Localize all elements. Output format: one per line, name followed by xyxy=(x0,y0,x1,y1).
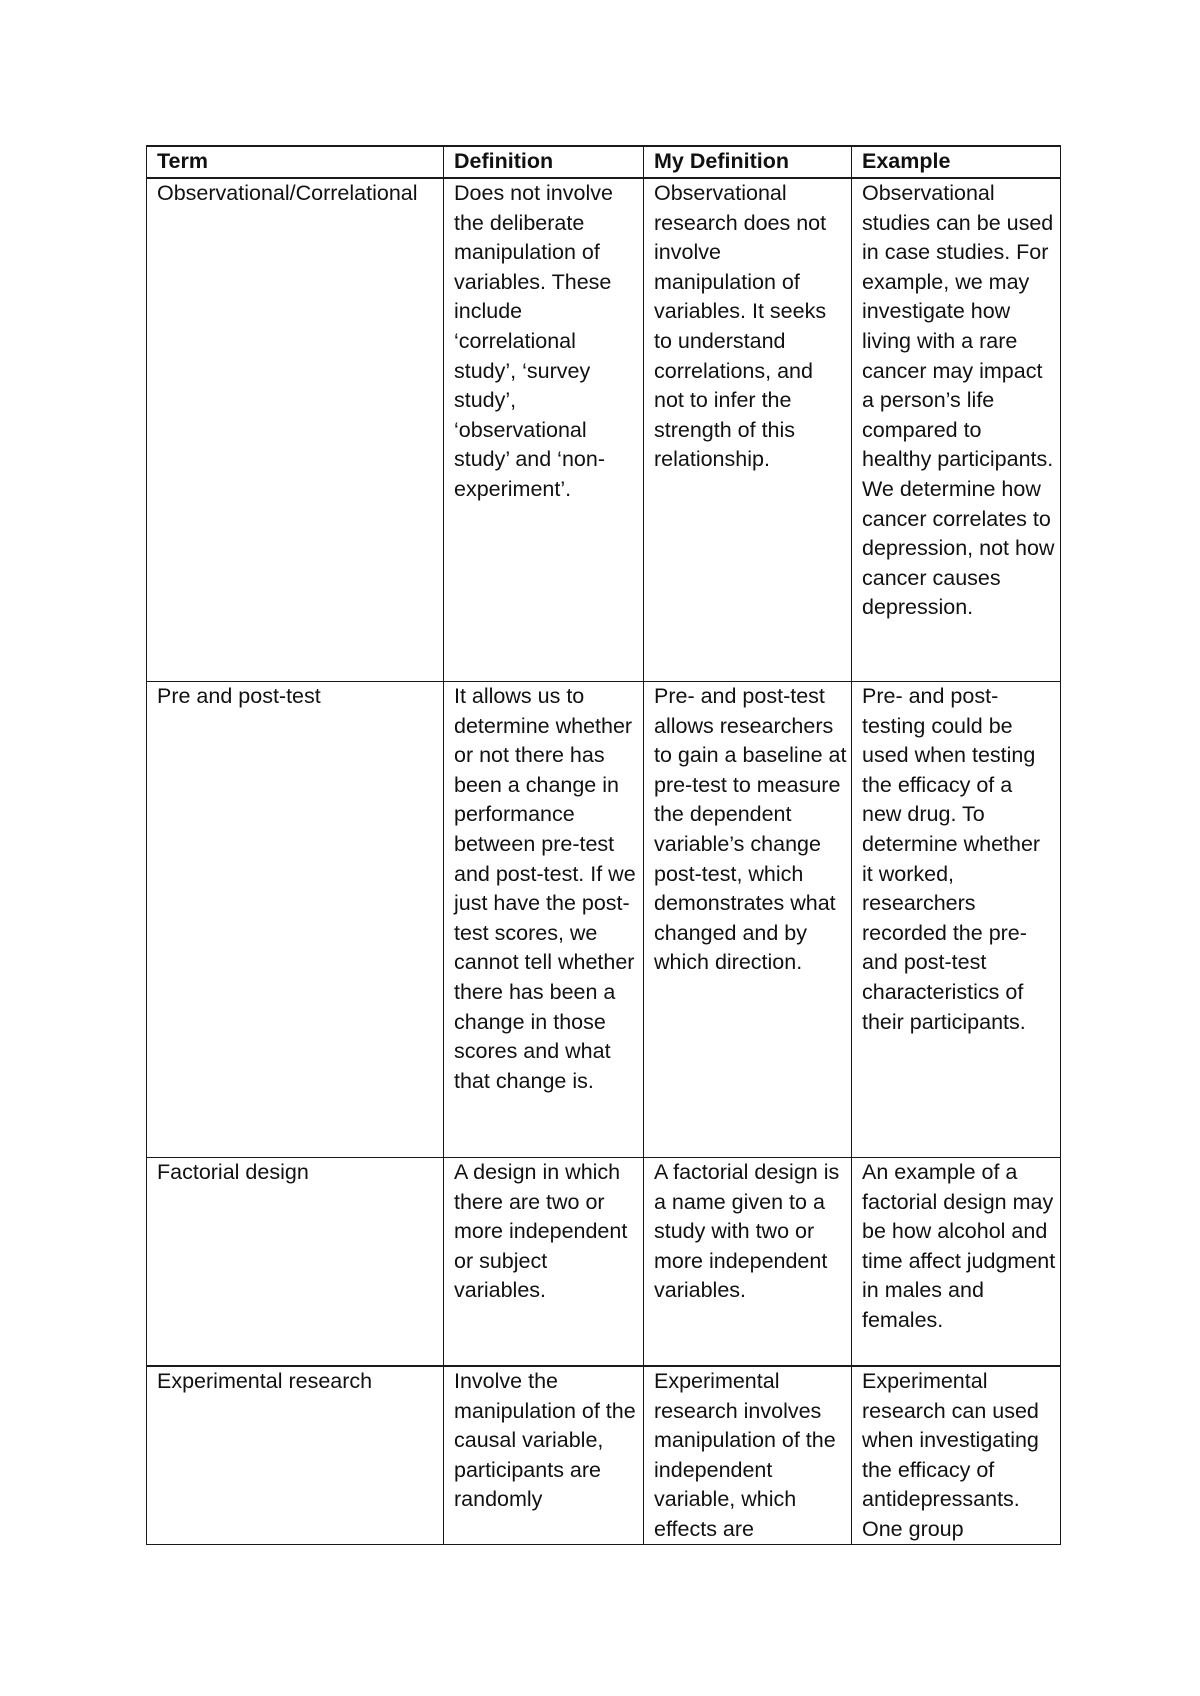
term-cell xyxy=(147,1366,444,1545)
definition-text: Involve the manipulation of the causal variable, participants are randomly xyxy=(454,1369,636,1512)
my-definition-cell: Observational research does not involve manipulation of variables. It seeks to understand correlations, and not to infer the strength of this relationship. xyxy=(644,178,852,682)
definition-cell: A design in which there are two or more independent or subject variables. xyxy=(444,1158,644,1367)
definition-cell: It allows us to determine whether or not there has been a change in performance between pre-test and post-test. If we just have the post-test scores, we cannot tell whether there has been a change in those scores and what that change is. xyxy=(444,682,644,1158)
my-definition-cell xyxy=(644,1366,852,1545)
my-definition-cell: Pre- and post-test allows researchers to gain a baseline at pre-test to measure the dependent variable’s change post-test, which demonstrates what changed and by which direction. xyxy=(644,682,852,1158)
example-cell: Pre- and post-testing could be used when testing the efficacy of a new drug. To determine whether it worked, researchers recorded the pre- and post-test characteristics of their participants. xyxy=(852,682,1061,1158)
example-cell: Observational studies can be used in case studies. For example, we may investigate how living with a rare cancer may impact a person’s life compared to healthy participants. We determine how cancer correlates to depression, not how cancer causes depression. xyxy=(852,178,1061,682)
term-text: Experimental research xyxy=(157,1369,373,1393)
header-my-definition: My Definition xyxy=(644,146,852,178)
example-cell xyxy=(852,1366,1061,1545)
terms-table xyxy=(146,145,1061,1545)
table-header-row xyxy=(147,146,1061,178)
term-cell: Observational/Correlational xyxy=(147,178,444,682)
example-cell: An example of a factorial design may be how alcohol and time affect judgment in males and females. xyxy=(852,1158,1061,1367)
table-row xyxy=(147,1366,1061,1545)
definition-cell xyxy=(444,1366,644,1545)
header-example: Example xyxy=(852,146,1061,178)
header-term: Term xyxy=(147,146,444,178)
term-cell: Pre and post-test xyxy=(147,682,444,1158)
example-text: Experimental research can used when investigating the efficacy of antidepressants. One group xyxy=(862,1369,1039,1541)
table-row xyxy=(147,682,1061,1158)
my-definition-cell: A factorial design is a name given to a study with two or more independent variables. xyxy=(644,1158,852,1367)
term-cell: Factorial design xyxy=(147,1158,444,1367)
header-definition: Definition xyxy=(444,146,644,178)
table-row xyxy=(147,1158,1061,1367)
definition-cell: Does not involve the deliberate manipulation of variables. These include ‘correlational study’, ‘survey study’, ‘observational study’ and ‘non-experiment’. xyxy=(444,178,644,682)
table-row xyxy=(147,178,1061,682)
my-definition-text: Experimental research involves manipulation of the independent variable, which effects are xyxy=(654,1369,836,1541)
